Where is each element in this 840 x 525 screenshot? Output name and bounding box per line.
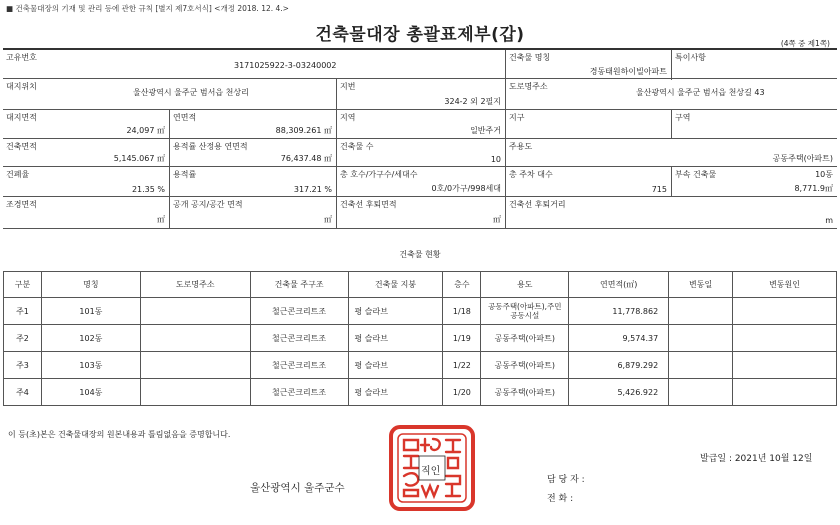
sector-label: 구역 bbox=[675, 113, 691, 122]
district-label: 지구 bbox=[509, 113, 525, 122]
zone-value: 일반주거 bbox=[470, 126, 501, 135]
cell-change-date bbox=[669, 352, 733, 379]
far-floor-area-cell bbox=[169, 139, 336, 167]
households-value: 0호/0가구/998세대 bbox=[431, 184, 501, 193]
building-name-value: 경동태원하이빌아파트 bbox=[589, 67, 667, 76]
location-value: 울산광역시 울주군 범서읍 천상리 bbox=[133, 88, 249, 97]
main-use-label: 주용도 bbox=[509, 142, 533, 151]
table-row bbox=[4, 379, 837, 406]
cell-type: 주3 bbox=[4, 352, 42, 379]
official-seal bbox=[388, 424, 476, 512]
table-row bbox=[4, 352, 837, 379]
setback-area-value: ㎡ bbox=[493, 215, 501, 224]
form-reference: ■ 건축물대장의 기재 및 관리 등에 관한 규칙 [별지 제7호서식] <개정 2018. 12. 4.> bbox=[6, 4, 289, 13]
unique-no-value: 3171025922-3-03240002 bbox=[234, 61, 337, 70]
certification-text: 이 등(초)본은 건축물대장의 원본내용과 틀림없음을 증명합니다. bbox=[8, 430, 231, 439]
col-header-change-reason: 변동원인 bbox=[733, 272, 837, 298]
summary-row-4 bbox=[3, 138, 837, 167]
cell-use: 공동주택(아파트) bbox=[481, 379, 569, 406]
setback-area-cell bbox=[336, 197, 505, 228]
cell-roof: 평 슬라브 bbox=[348, 325, 443, 352]
cell-name: 101동 bbox=[41, 298, 140, 325]
open-space-label: 공개 공지/공간 면적 bbox=[173, 200, 243, 209]
annex-area-value: 8,771.9㎡ bbox=[794, 184, 833, 193]
cell-change-reason bbox=[733, 379, 837, 406]
coverage-ratio-label: 건폐율 bbox=[6, 170, 30, 179]
cell-change-date bbox=[669, 298, 733, 325]
parking-value: 715 bbox=[651, 185, 667, 194]
cell-use-line1: 공동주택(아파트),주민 bbox=[488, 302, 562, 311]
phone-label: 전 화 : bbox=[547, 494, 574, 504]
cell-structure: 철근콘크리트조 bbox=[250, 298, 348, 325]
seal-stamp-label: 직인 bbox=[421, 466, 441, 477]
far-label: 용적률 bbox=[173, 170, 197, 179]
cell-roof: 평 슬라브 bbox=[348, 298, 443, 325]
cell-area: 6,879.292 bbox=[569, 352, 669, 379]
cell-name: 102동 bbox=[41, 325, 140, 352]
setback-distance-value: m bbox=[825, 216, 833, 225]
cell-road bbox=[140, 352, 250, 379]
far-cell bbox=[169, 167, 336, 197]
col-header-change-date: 변동일 bbox=[669, 272, 733, 298]
annex-cell bbox=[671, 167, 837, 197]
site-area-cell bbox=[3, 110, 169, 139]
building-count-label: 건축물 수 bbox=[340, 142, 374, 151]
cell-road bbox=[140, 325, 250, 352]
summary-row-1 bbox=[3, 48, 837, 80]
road-address-cell bbox=[505, 79, 837, 110]
cell-use: 공동주택(아파트) bbox=[481, 325, 569, 352]
summary-row-2 bbox=[3, 78, 837, 110]
table-row bbox=[4, 298, 837, 325]
landscape-area-label: 조경면적 bbox=[6, 200, 37, 209]
total-floor-area-label: 연면적 bbox=[173, 113, 197, 122]
cell-floors: 1/20 bbox=[443, 379, 481, 406]
cell-name: 103동 bbox=[41, 352, 140, 379]
cell-change-date bbox=[669, 379, 733, 406]
table-header-row bbox=[4, 272, 837, 298]
location-label: 대지위치 bbox=[6, 82, 37, 91]
landscape-area-cell bbox=[3, 197, 169, 228]
summary-row-5 bbox=[3, 166, 837, 197]
document-title: 건축물대장 총괄표제부(갑) bbox=[315, 25, 525, 45]
cell-type: 주2 bbox=[4, 325, 42, 352]
households-cell bbox=[336, 167, 505, 197]
building-status-table bbox=[3, 271, 837, 406]
lot-no-label: 지번 bbox=[340, 82, 356, 91]
col-header-name: 명칭 bbox=[41, 272, 140, 298]
open-space-cell bbox=[169, 197, 336, 228]
issue-date: 발급일 : 2021년 10월 12일 bbox=[700, 454, 813, 464]
special-notes-cell bbox=[671, 50, 837, 80]
annex-count-value: 10동 bbox=[815, 170, 833, 179]
cell-floors: 1/22 bbox=[443, 352, 481, 379]
sector-cell bbox=[671, 110, 837, 139]
cell-change-reason bbox=[733, 298, 837, 325]
far-floor-area-label: 용적률 산정용 연면적 bbox=[173, 142, 248, 151]
total-floor-area-cell bbox=[169, 110, 336, 139]
parking-cell bbox=[505, 167, 671, 197]
building-count-cell bbox=[336, 139, 505, 167]
parking-label: 총 주차 대수 bbox=[509, 170, 553, 179]
cell-structure: 철근콘크리트조 bbox=[250, 325, 348, 352]
open-space-value: ㎡ bbox=[324, 215, 332, 224]
cell-change-date bbox=[669, 325, 733, 352]
zone-cell bbox=[336, 110, 505, 139]
building-name-cell bbox=[505, 50, 671, 80]
setback-distance-cell bbox=[505, 197, 837, 228]
total-floor-area-value: 88,309.261 ㎡ bbox=[275, 126, 332, 135]
location-cell bbox=[3, 79, 336, 110]
cell-use-line2: 공동시설 bbox=[510, 311, 540, 320]
coverage-ratio-value: 21.35 % bbox=[131, 185, 165, 194]
col-header-use: 용도 bbox=[481, 272, 569, 298]
col-header-type: 구분 bbox=[4, 272, 42, 298]
table-row bbox=[4, 325, 837, 352]
cell-area: 9,574.37 bbox=[569, 325, 669, 352]
households-label: 총 호수/가구수/세대수 bbox=[340, 170, 418, 179]
summary-row-3 bbox=[3, 109, 837, 139]
unique-no-cell bbox=[3, 50, 505, 80]
col-header-area: 연면적(㎡) bbox=[569, 272, 669, 298]
road-address-label: 도로명주소 bbox=[509, 82, 548, 91]
building-status-title: 건축물 현황 bbox=[399, 250, 441, 259]
cell-floors: 1/18 bbox=[443, 298, 481, 325]
cell-structure: 철근콘크리트조 bbox=[250, 352, 348, 379]
setback-distance-label: 건축선 후퇴거리 bbox=[509, 200, 566, 209]
cell-name: 104동 bbox=[41, 379, 140, 406]
unique-no-label: 고유번호 bbox=[6, 53, 37, 62]
page-info: (4쪽 중 제1쪽) bbox=[780, 39, 830, 48]
building-area-label: 건축면적 bbox=[6, 142, 37, 151]
col-header-road: 도로명주소 bbox=[140, 272, 250, 298]
cell-area: 11,778.862 bbox=[569, 298, 669, 325]
coverage-ratio-cell bbox=[3, 167, 169, 197]
cell-use: 공동주택(아파트) bbox=[481, 352, 569, 379]
col-header-roof: 건축물 지붕 bbox=[348, 272, 443, 298]
col-header-floors: 층수 bbox=[443, 272, 481, 298]
cell-structure: 철근콘크리트조 bbox=[250, 379, 348, 406]
cell-roof: 평 슬라브 bbox=[348, 379, 443, 406]
building-count-value: 10 bbox=[490, 155, 501, 164]
summary-row-6 bbox=[3, 196, 837, 229]
road-address-value: 울산광역시 울주군 범서읍 천상길 43 bbox=[636, 88, 765, 97]
cell-change-reason bbox=[733, 352, 837, 379]
landscape-area-value: ㎡ bbox=[157, 215, 165, 224]
cell-change-reason bbox=[733, 325, 837, 352]
building-name-label: 건축물 명칭 bbox=[509, 53, 551, 62]
cell-area: 5,426.922 bbox=[569, 379, 669, 406]
cell-use bbox=[481, 298, 569, 325]
building-area-cell bbox=[3, 139, 169, 167]
issuer-name: 울산광역시 울주군수 bbox=[250, 482, 345, 494]
lot-no-value: 324-2 외 2필지 bbox=[444, 97, 501, 106]
col-header-structure: 건축물 주구조 bbox=[250, 272, 348, 298]
cell-road bbox=[140, 379, 250, 406]
site-area-value: 24,097 ㎡ bbox=[126, 126, 165, 135]
district-cell bbox=[505, 110, 671, 139]
cell-type: 주1 bbox=[4, 298, 42, 325]
far-value: 317.21 % bbox=[293, 185, 332, 194]
setback-area-label: 건축선 후퇴면적 bbox=[340, 200, 397, 209]
zone-label: 지역 bbox=[340, 113, 356, 122]
lot-no-cell bbox=[336, 79, 505, 110]
cell-roof: 평 슬라브 bbox=[348, 352, 443, 379]
main-use-value: 공동주택(아파트) bbox=[772, 154, 833, 163]
far-floor-area-value: 76,437.48 ㎡ bbox=[280, 154, 332, 163]
cell-floors: 1/19 bbox=[443, 325, 481, 352]
main-use-cell bbox=[505, 139, 837, 167]
special-notes-label: 특이사항 bbox=[675, 53, 706, 62]
building-area-value: 5,145.067 ㎡ bbox=[113, 154, 165, 163]
site-area-label: 대지면적 bbox=[6, 113, 37, 122]
cell-road bbox=[140, 298, 250, 325]
cell-type: 주4 bbox=[4, 379, 42, 406]
staff-label: 담 당 자 : bbox=[547, 475, 585, 485]
annex-label: 부속 건축물 bbox=[675, 170, 717, 179]
